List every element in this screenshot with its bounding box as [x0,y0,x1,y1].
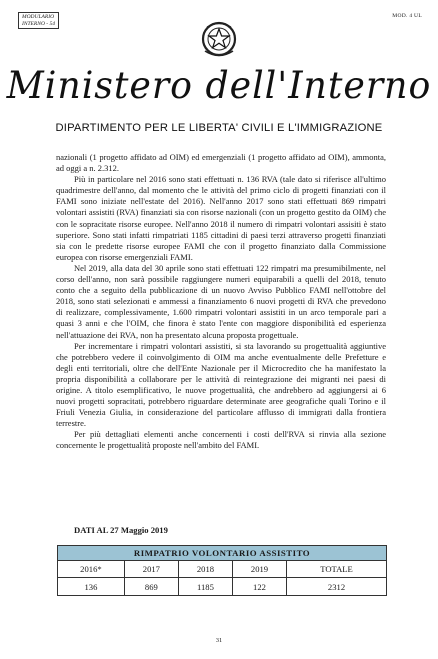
table-cell: 2312 [287,578,387,596]
modulario-line-2: INTERNO - 54 [22,20,55,27]
table-header-cell: TOTALE [287,561,387,578]
table-header-cell: 2018 [178,561,232,578]
department-title: DIPARTIMENTO PER LE LIBERTA' CIVILI E L'IMMIGRAZIONE [55,122,383,134]
table-row [58,578,387,596]
table-header-cell: 2019 [232,561,286,578]
table-cell: 869 [124,578,178,596]
modulario-box [18,12,59,29]
table-header-row [58,561,387,578]
paragraph-3: Nel 2019, alla data del 30 aprile sono stati effettuati 122 rimpatri ma presumibilmente, nel corso dell'anno, non sarà possibile raggiungere numeri equiparabili a quelli del 2018, tenuto conto che a seguito della pubblicazione di un nuovo Avviso Pubblico FAMI nell'ottobre del 2018, sono stati selezionati e ammessi a finanziamento 6 nuovi progetti di RVA che prevedono di realizzare, complessivamente, 1.600 rimpatri volontari assistiti in un arco temporale pari a quasi 3 anni e che l'OIM, che finora è stato l'ente con maggiore disponibilità ed esperienza nell'attuazione dei RVA, non ha presentato alcuna proposta progettuale. [56,262,386,340]
table-cell: 122 [232,578,286,596]
paragraph-5: Per più dettagliati elementi anche concernenti i costi dell'RVA si rinvia alla sezione concernente le progettualità proposte nell'ambito del FAMI. [56,429,386,451]
table-title: RIMPATRIO VOLONTARIO ASSISTITO [58,546,387,561]
modulario-line-1: MODULARIO [22,14,55,20]
italian-emblem-icon [199,18,239,60]
table-header-cell: 2017 [124,561,178,578]
mod-code: MOD. 4 UL [392,13,422,19]
data-date-label: DATI AL 27 Maggio 2019 [74,525,168,535]
table-header-cell: 2016* [58,561,125,578]
table-title-row [58,546,387,561]
paragraph-1: nazionali (1 progetto affidato ad OIM) ed emergenziali (1 progetto affidato ad OIM), ammonta, ad oggi a n. 2.312. [56,152,386,174]
paragraph-2: Più in particolare nel 2016 sono stati effettuati n. 136 RVA (tale dato si riferisce all'ultimo quadrimestre dell'anno, dal momento che le attività del primo ciclo di progetti finanziati con il FAMI sono iniziate nell'estate del 2016). Nell'anno 2017 sono stati effettuati 869 rimpatri volontari assistiti (RVA) finanziati sia con risorse nazionali (con un progetto gestito da OIM) che con le sopracitate risorse europee. Nell'anno 2018 il numero di rimpatri volontari assisiti è stato superiore. Sono stati infatti rimpatriati 1185 cittadini di paesi terzi attraverso progetti finanziati sia con le predette risorse europee FAMI che con il progetto finanziato dalla Commissione europea con risorse emergenziali FAMI. [56,174,386,262]
ministry-title: Ministero dell'Interno [6,64,432,107]
paragraph-4: Per incrementare i rimpatri volontari assistiti, si sta lavorando su progettualità aggiuntive che potrebbero vedere il coinvolgimento di OIM ma anche eventualmente delle Prefetture e degli enti territoriali, oltre che dell'Ente Nazionale per il Microcredito che ha manifestato la propria disponibilità a collaborare per le attività di reintegrazione dei migranti nei paesi di origine. A titolo esemplificativo, le nuove progettualità, che andrebbero ad aggiungersi ai 6 nuovi progetti sopracitati, potrebbero riguardare determinate aree geografiche quali Torino e il Friuli Venezia Giulia, in considerazione del particolare afflusso di immigrati dalla frontiera terrestre. [56,340,386,429]
body-text [56,152,386,452]
table-cell: 136 [58,578,125,596]
rva-table [57,545,387,596]
page-number: 31 [215,637,223,644]
table-cell: 1185 [178,578,232,596]
